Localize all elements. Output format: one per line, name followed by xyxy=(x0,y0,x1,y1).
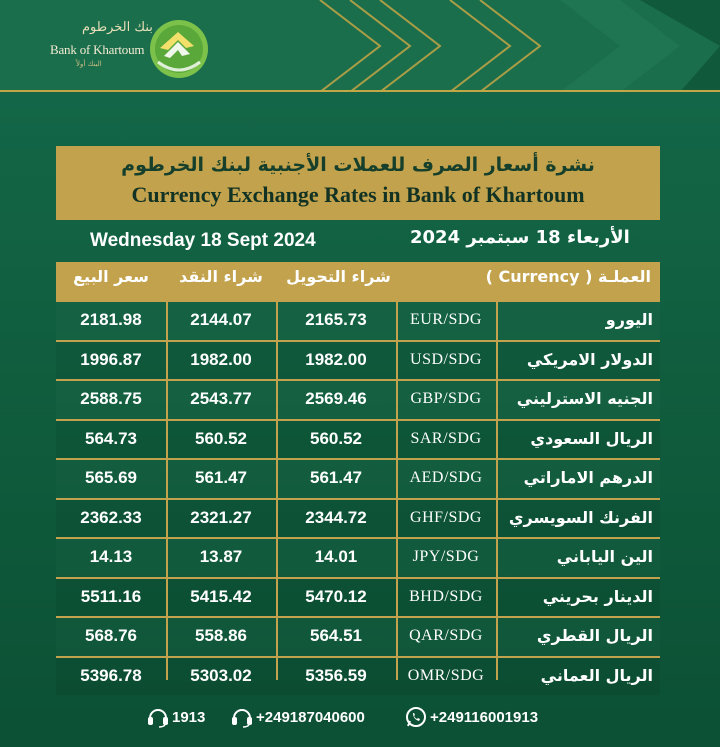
chevron-decoration xyxy=(200,0,720,92)
cell-cash-buy: 5303.02 xyxy=(190,665,252,685)
table-row xyxy=(56,656,660,696)
header-sell: سعر البيع xyxy=(73,267,149,286)
brand-name-ar: بنك الخرطوم xyxy=(82,20,153,35)
headset-icon xyxy=(146,706,170,728)
cell-cash-buy: 2144.07 xyxy=(190,310,252,329)
cell-code: SAR/SDG xyxy=(410,429,482,447)
cell-sell: 565.69 xyxy=(85,468,137,487)
cell-code: USD/SDG xyxy=(410,350,482,368)
cell-code: BHD/SDG xyxy=(409,587,483,605)
cell-name: الين الياباني xyxy=(556,547,653,566)
cell-name: الريال السعودي xyxy=(530,428,653,448)
table-row xyxy=(56,616,660,656)
header-cash-buy: شراء النقد xyxy=(179,267,263,286)
cell-transfer-buy: 1982.00 xyxy=(305,349,367,369)
cell-sell: 1996.87 xyxy=(80,349,142,369)
cell-sell: 2181.98 xyxy=(80,310,142,329)
table-row xyxy=(56,300,660,340)
rates-table xyxy=(56,262,660,695)
cell-code: OMR/SDG xyxy=(407,666,485,684)
cell-cash-buy: 1982.00 xyxy=(190,349,252,369)
cell-transfer-buy: 5470.12 xyxy=(305,586,367,606)
cell-cash-buy: 560.52 xyxy=(195,428,247,448)
cell-code: QAR/SDG xyxy=(409,627,483,644)
phone-number: +249187040600 xyxy=(256,708,365,726)
whatsapp-icon xyxy=(404,706,428,728)
cell-cash-buy: 13.87 xyxy=(199,547,243,566)
table-row xyxy=(56,498,660,538)
cell-name: اليورو xyxy=(605,310,653,329)
brand-name-en: Bank of Khartoum xyxy=(50,42,145,57)
whatsapp-number: +249116001913 xyxy=(430,708,539,726)
table-body xyxy=(56,300,660,695)
phone-item[interactable] xyxy=(230,704,365,730)
cell-cash-buy: 558.86 xyxy=(195,626,247,645)
date-english: Wednesday 18 Sept 2024 xyxy=(90,230,316,251)
cell-cash-buy: 2543.77 xyxy=(190,389,252,408)
cell-name: الجنيه الاسترليني xyxy=(516,389,653,408)
cell-transfer-buy: 2344.72 xyxy=(305,507,367,527)
cell-sell: 5511.16 xyxy=(80,586,142,606)
cell-transfer-buy: 564.51 xyxy=(310,626,362,645)
brand-tagline: البنك أولاً xyxy=(76,60,102,68)
bank-brand xyxy=(44,20,154,76)
cell-name: الريال القطري xyxy=(536,626,653,645)
cell-code: GBP/SDG xyxy=(410,390,482,407)
cell-sell: 2362.33 xyxy=(80,507,142,527)
cell-code: EUR/SDG xyxy=(410,311,482,328)
hotline-number: 1913 xyxy=(172,708,206,726)
column-divider xyxy=(496,300,498,680)
cell-transfer-buy: 2569.46 xyxy=(305,389,367,408)
cell-name: الدولار الامريكي xyxy=(526,349,653,369)
date-arabic: الأربعاء 18 سبتمبر 2024 xyxy=(410,227,630,248)
header-transfer-buy: شراء التحويل xyxy=(286,267,391,286)
whatsapp-item[interactable] xyxy=(404,704,538,730)
cell-transfer-buy: 561.47 xyxy=(310,468,362,487)
table-row xyxy=(56,577,660,617)
cell-sell: 2588.75 xyxy=(80,389,142,408)
cell-transfer-buy: 14.01 xyxy=(314,547,358,566)
header-currency: العملـة ( Currency ) xyxy=(485,267,651,286)
bank-logo-icon xyxy=(148,18,210,80)
cell-name: الفرنك السويسري xyxy=(508,507,653,527)
cell-name: الدينار بحريني xyxy=(542,586,653,606)
headset-icon xyxy=(230,706,254,728)
table-header xyxy=(56,262,660,300)
cell-code: JPY/SDG xyxy=(412,548,480,565)
contact-footer xyxy=(0,704,720,730)
column-divider xyxy=(166,300,168,680)
header-band xyxy=(0,0,720,92)
table-row xyxy=(56,419,660,459)
cell-sell: 5396.78 xyxy=(80,665,142,685)
table-row xyxy=(56,537,660,577)
cell-sell: 568.76 xyxy=(85,626,137,645)
cell-cash-buy: 5415.42 xyxy=(190,586,252,606)
table-row xyxy=(56,379,660,419)
column-divider xyxy=(276,300,278,680)
cell-transfer-buy: 5356.59 xyxy=(305,665,367,685)
title-english: Currency Exchange Rates in Bank of Khartoum xyxy=(131,182,585,207)
cell-sell: 14.13 xyxy=(89,547,133,566)
cell-transfer-buy: 2165.73 xyxy=(305,310,367,329)
title-banner xyxy=(56,146,660,220)
cell-code: AED/SDG xyxy=(409,469,483,486)
table-row xyxy=(56,340,660,380)
cell-sell: 564.73 xyxy=(85,428,137,448)
cell-cash-buy: 561.47 xyxy=(195,468,247,487)
cell-transfer-buy: 560.52 xyxy=(310,428,362,448)
title-arabic: نشرة أسعار الصرف للعملات الأجنبية لبنك الخرطوم xyxy=(121,154,595,176)
hotline-item[interactable] xyxy=(146,704,205,730)
cell-code: GHF/SDG xyxy=(410,508,482,526)
cell-name: الدرهم الاماراتي xyxy=(523,468,653,487)
cell-cash-buy: 2321.27 xyxy=(190,507,252,527)
column-divider xyxy=(396,300,398,680)
table-row xyxy=(56,458,660,498)
cell-name: الريال العماني xyxy=(540,665,653,685)
